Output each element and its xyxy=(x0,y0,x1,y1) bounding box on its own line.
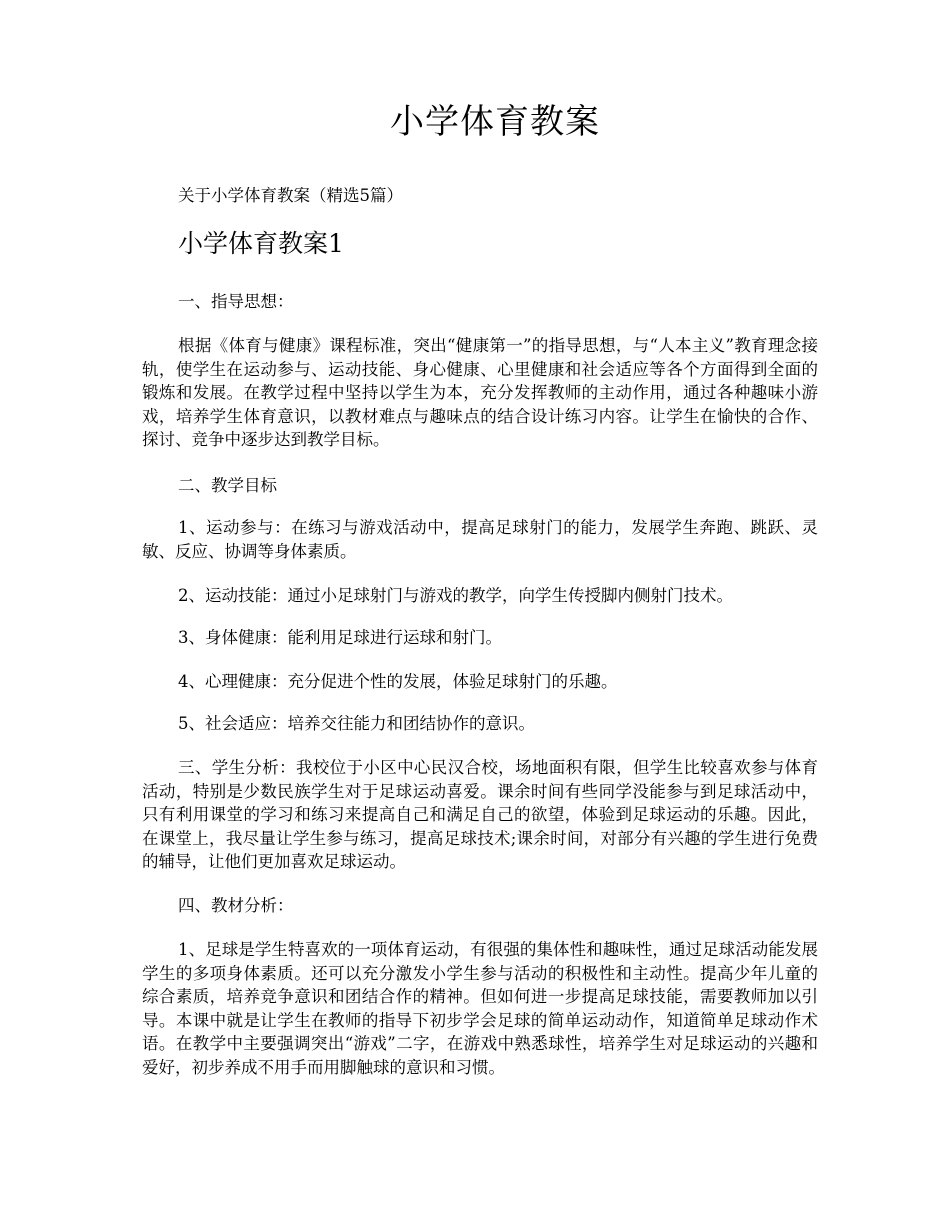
heading-teaching-goals: 二、教学目标 xyxy=(178,476,277,495)
heading-guiding-ideology: 一、指导思想： xyxy=(178,292,294,311)
goal-item-1: 1、运动参与：在练习与游戏活动中，提高足球射门的能力，发展学生奔跑、跳跃、灵敏、反应、协调等身体素质。 xyxy=(142,518,818,561)
goal-item-4: 4、心理健康：充分促进个性的发展，体验足球射门的乐趣。 xyxy=(178,672,618,691)
goal-item-2: 2、运动技能：通过小足球射门与游戏的教学，向学生传授脚内侧射门技术。 xyxy=(178,586,733,605)
section-heading: 小学体育教案1 xyxy=(178,229,344,258)
goal-item-5: 5、社会适应：培养交往能力和团结协作的意识。 xyxy=(178,714,535,733)
document-title: 小学体育教案 xyxy=(390,102,600,142)
document-subtitle: 关于小学体育教案（精选5篇） xyxy=(178,186,403,205)
heading-material-analysis: 四、教材分析： xyxy=(178,896,294,915)
goal-item-3: 3、身体健康：能利用足球进行运球和射门。 xyxy=(178,628,502,647)
paragraph-guiding-ideology: 根据《体育与健康》课程标准，突出“健康第一”的指导思想，与“人本主义”教育理念接轨，使学生在运动参与、运动技能、身心健康、心里健康和社会适应等各个方面得到全面的锻炼和发展。在教学过程中坚持以学生为本，充分发挥教师的主动作用，通过各种趣味小游戏，培养学生体育意识，以教材难点与趣味点的结合设计练习内容。让学生在愉快的合作、探讨、竞争中逐步达到教学目标。 xyxy=(142,336,818,450)
paragraph-material-analysis: 1、足球是学生特喜欢的一项体育运动，有很强的集体性和趣味性，通过足球活动能发展学生的多项身体素质。还可以充分激发小学生参与活动的积极性和主动性。提高少年儿童的综合素质，培养竞争意识和团结合作的精神。但如何进一步提高足球技能，需要教师加以引导。本课中就是让学生在教师的指导下初步学会足球的简单运动动作，知道简单足球动作术语。在教学中主要强调突出“游戏”二字，在游戏中熟悉球性，培养学生对足球运动的兴趣和爱好，初步养成不用手而用脚触球的意识和习惯。 xyxy=(142,940,818,1077)
paragraph-student-analysis: 三、学生分析：我校位于小区中心民汉合校，场地面积有限，但学生比较喜欢参与体育活动，特别是少数民族学生对于足球运动喜爱。课余时间有些同学没能参与到足球活动中，只有利用课堂的学习和练习来提高自己和满足自己的欲望，体验到足球运动的乐趣。因此，在课堂上，我尽量让学生参与练习，提高足球技术;课余时间，对部分有兴趣的学生进行免费的辅导，让他们更加喜欢足球运动。 xyxy=(142,758,818,872)
